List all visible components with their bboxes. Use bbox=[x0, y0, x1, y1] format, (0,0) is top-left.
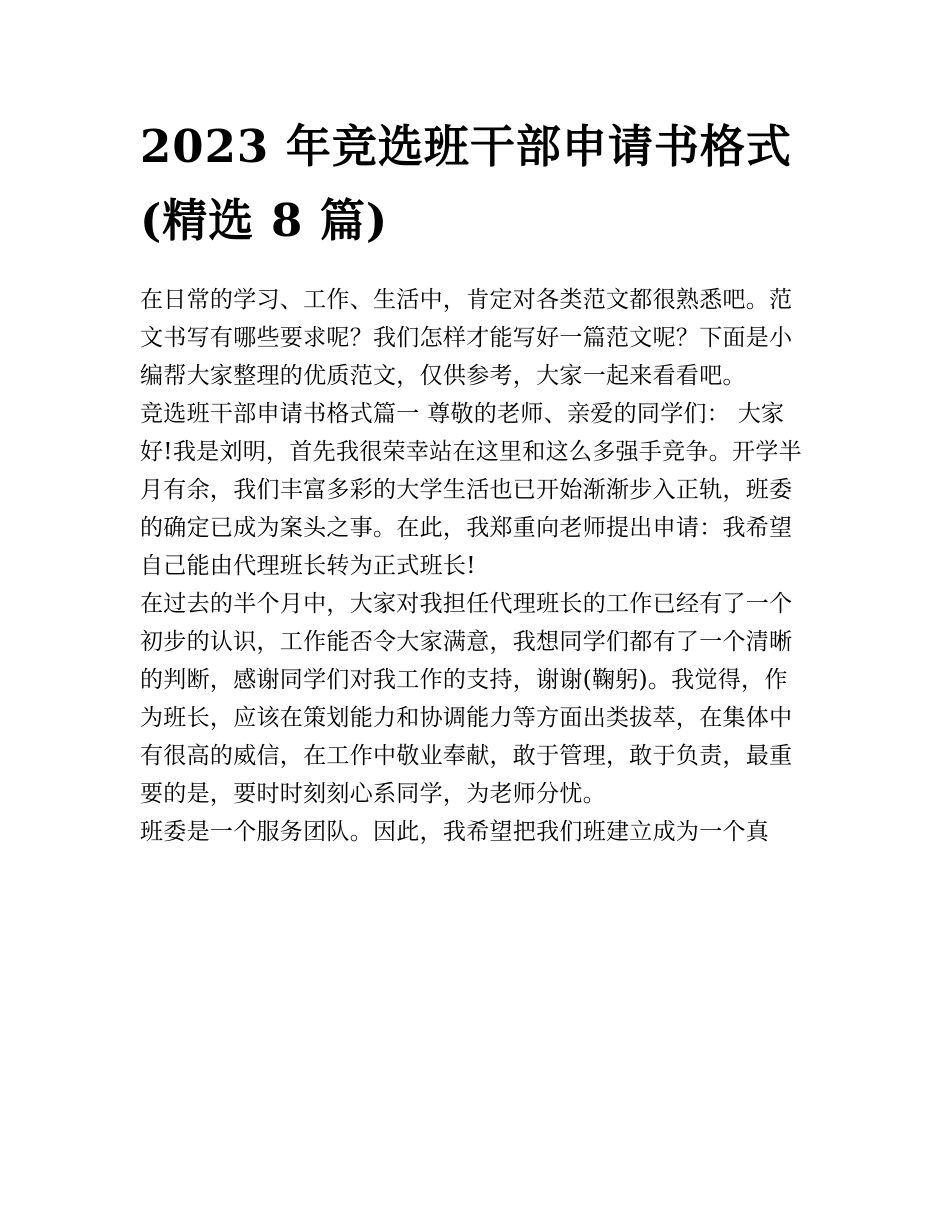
document-title: 2023 年竞选班干部申请书格式(精选 8 篇) bbox=[140, 120, 792, 247]
body-paragraph: 在过去的半个月中，大家对我担任代理班长的工作已经有了一个初步的认识，工作能否令大家满意，我想同学们都有了一个清晰的判断，感谢同学们对我工作的支持，谢谢(鞠躬)。我觉得，作为班长，应该在策划能力和协调能力等方面出类拔萃，在集体中有很高的威信，在工作中敬业奉献，敢于管理，敢于负责，最重要的是，要时时刻刻心系同学，为老师分忧。 bbox=[140, 591, 793, 807]
body-paragraph: 班委是一个服务团队。因此，我希望把我们班建立成为一个真 bbox=[140, 819, 770, 845]
intro-paragraph: 在日常的学习、工作、生活中，肯定对各类范文都很熟悉吧。范文书写有哪些要求呢？我们怎样才能写好一篇范文呢？下面是小编帮大家整理的优质范文，仅供参考，大家一起来看看吧。 bbox=[140, 287, 793, 389]
body-paragraph: 竞选班干部申请书格式篇一 尊敬的老师、亲爱的同学们： 大家好!我是刘明，首先我很荣幸站在这里和这么多强手竞争。开学半月有余，我们丰富多彩的大学生活也已开始渐渐步入正轨，班委的确定已成为案头之事。在此，我郑重向老师提出申请：我希望自己能由代理班长转为正式班长! bbox=[140, 401, 802, 579]
document-body bbox=[140, 281, 810, 851]
